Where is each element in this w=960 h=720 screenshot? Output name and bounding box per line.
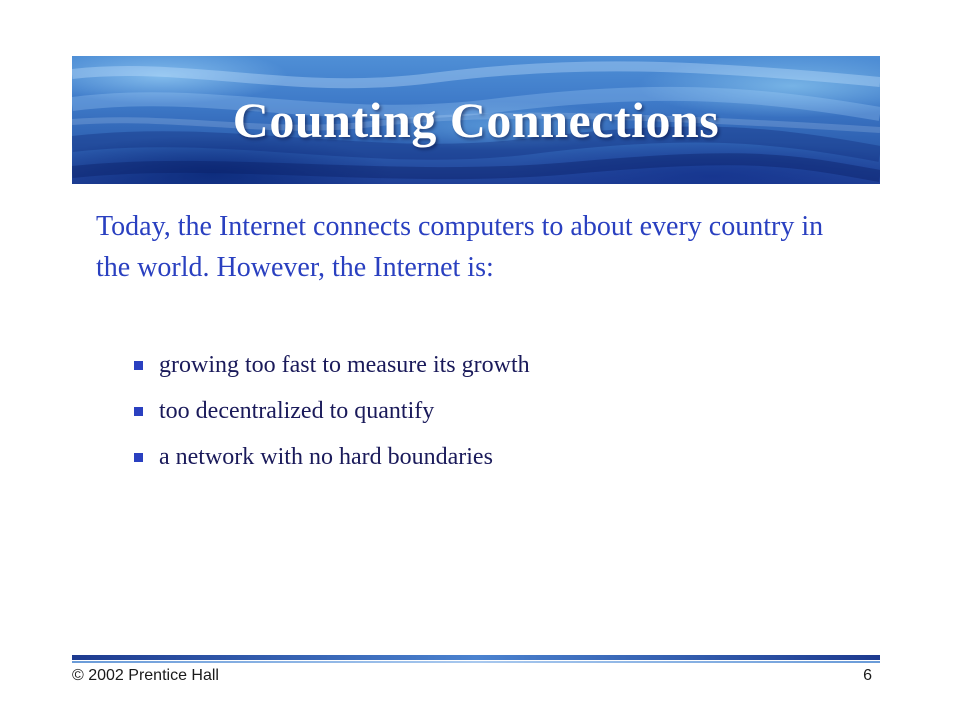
- list-item: [134, 388, 834, 434]
- square-bullet-icon: [134, 453, 143, 462]
- slide-title: Counting Connections: [232, 92, 720, 148]
- list-item: [134, 434, 834, 480]
- square-bullet-icon: [134, 407, 143, 416]
- bullet-text: growing too fast to measure its growth: [159, 351, 530, 378]
- footer-copyright: © 2002 Prentice Hall: [72, 667, 219, 684]
- bullet-list: [134, 342, 834, 480]
- title-banner: [72, 56, 880, 184]
- bullet-text: too decentralized to quantify: [159, 397, 435, 424]
- square-bullet-icon: [134, 361, 143, 370]
- list-item: [134, 342, 834, 388]
- intro-paragraph: Today, the Internet connects computers to about every country in the world. However, the Internet is:: [96, 211, 824, 283]
- page-number: 6: [863, 667, 872, 684]
- bullet-text: a network with no hard boundaries: [159, 443, 493, 470]
- footer-divider: [72, 655, 880, 664]
